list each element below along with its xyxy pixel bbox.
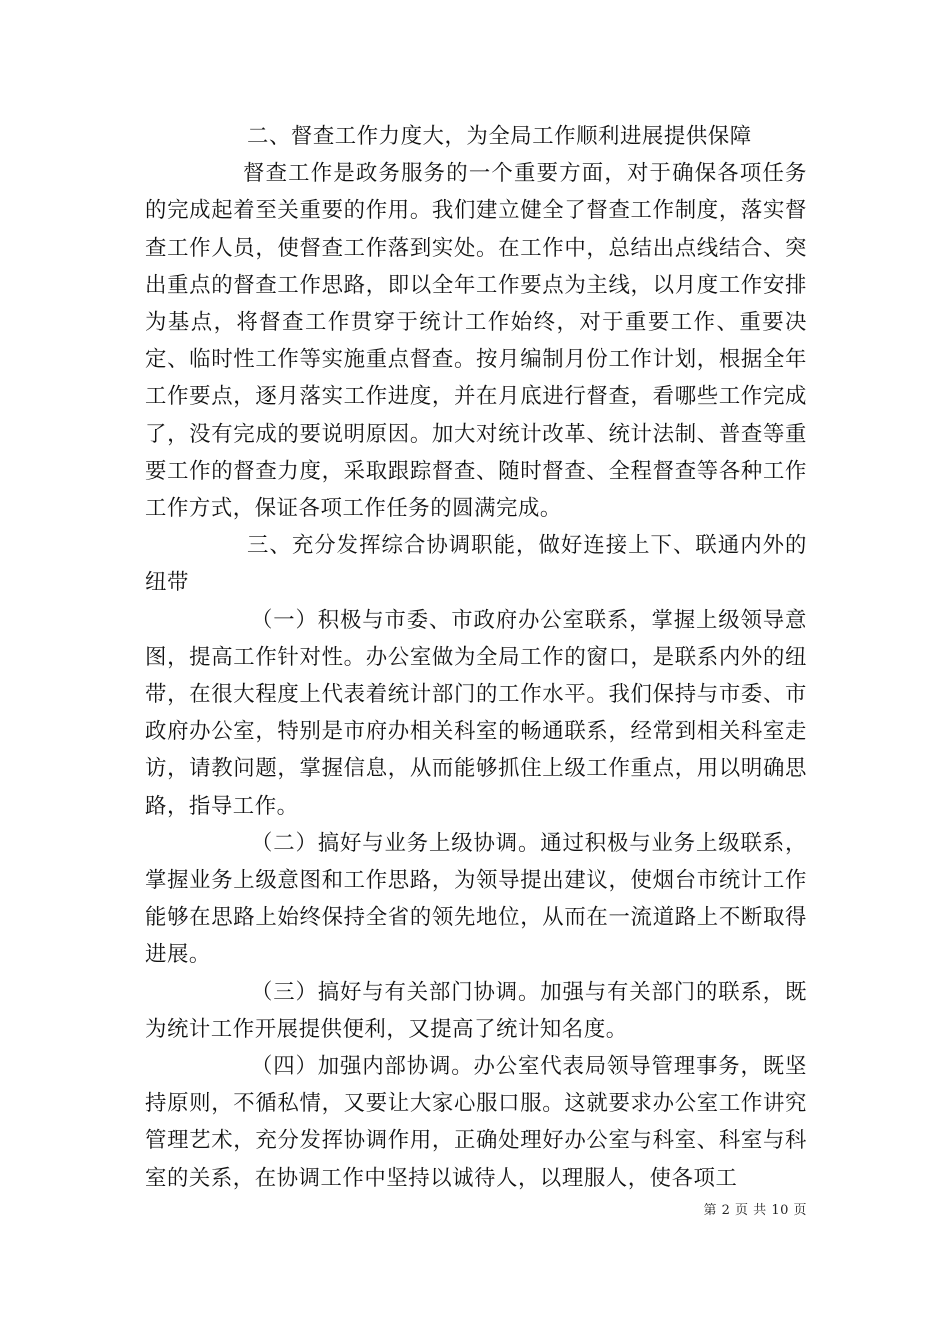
body-paragraph-supervision: 督查工作是政务服务的一个重要方面，对于确保各项任务的完成起着至关重要的作用。我们建立健全了督查工作制度，落实督查工作人员，使督查工作落到实处。在工作中，总结出点线结合、突出重点的督查工作思路，即以全年工作要点为主线，以月度工作安排为基点，将督查工作贯穿于统计工作始终，对于重要工作、重要决定、临时性工作等实施重点督查。按月编制月份工作计划，根据全年工作要点，逐月落实工作进度，并在月底进行督查，看哪些工作完成了，没有完成的要说明原因。加大对统计改革、统计法制、普查等重要工作的督查力度，采取跟踪督查、随时督查、全程督查等各种工作工作方式，保证各项工作任务的圆满完成。 [145,161,807,522]
sub-paragraph-2: （二）搞好与业务上级协调。通过积极与业务上级联系，掌握业务上级意图和工作思路，为领导提出建议，使烟台市统计工作能够在思路上始终保持全省的领先地位，从而在一流道路上不断取得进展。 [145,830,807,968]
document-body [145,118,807,1197]
sub-paragraph-1: （一）积极与市委、市政府办公室联系，掌握上级领导意图，提高工作针对性。办公室做为全局工作的窗口，是联系内外的纽带，在很大程度上代表着统计部门的工作水平。我们保持与市委、市政府办公室，特别是市府办相关科室的畅通联系，经常到相关科室走访，请教问题，掌握信息，从而能够抓住上级工作重点，用以明确思路，指导工作。 [145,607,807,819]
page-number-footer: 第 2 页 共 10 页 [703,1203,807,1218]
sub-paragraph-4: （四）加强内部协调。办公室代表局领导管理事务，既坚持原则，不循私情，又要让大家心服口服。这就要求办公室工作讲究管理艺术，充分发挥协调作用，正确处理好办公室与科室、科室与科室的关系，在协调工作中坚持以诚待人，以理服人，使各项工 [145,1054,807,1191]
section-heading-2: 二、督查工作力度大，为全局工作顺利进展提供保障 [247,124,752,149]
section-heading-3: 三、充分发挥综合协调职能，做好连接上下、联通内外的纽带 [145,533,807,596]
sub-paragraph-3: （三）搞好与有关部门协调。加强与有关部门的联系，既为统计工作开展提供便利，又提高了统计知名度。 [145,979,807,1042]
